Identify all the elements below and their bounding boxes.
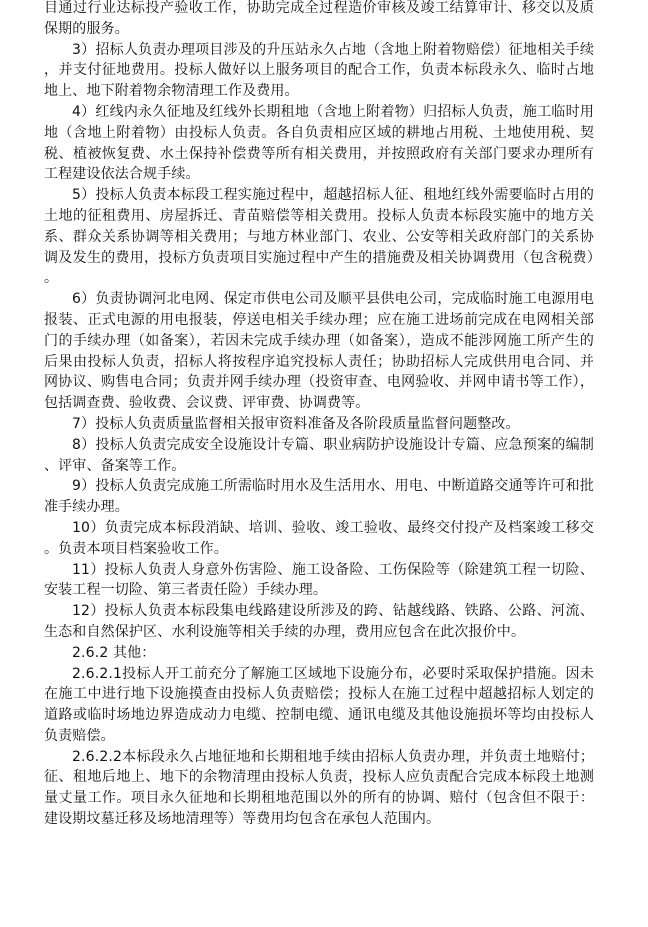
paragraph-item-3: 3）招标人负责办理项目涉及的升压站永久占地（含地上附着物赔偿）征地相关手续，并支付征地费用。投标人做好以上服务项目的配合工作，负责本标段永久、临时占地地上、地下附着物余物清理工作及费用。 [44, 41, 594, 100]
paragraph-item-6: 6）负责协调河北电网、保定市供电公司及顺平县供电公司，完成临时施工电源用电报装、正式电源的用电报装，停送电相关手续办理；应在施工进场前完成在电网相关部门的手续办理（如备案），若因未完成手续办理（如备案），造成不能涉网施工所产生的后果由投标人负责，招标人将按程序追究投标人责任；协助招标人完成供用电合同、并网协议、购售电合同；负责并网手续办理（投资审查、电网验收、并网申请书等工作），包括调查费、验收费、会议费、评审费、协调费等。 [44, 291, 594, 412]
paragraph-item-9: 9）投标人负责完成施工所需临时用水及生活用水、用电、中断道路交通等许可和批准手续办理。 [44, 478, 594, 516]
paragraph-intro-continuation: 目通过行业达标投产验收工作，协助完成全过程造价审核及竣工结算审计、移交以及质保期的服务。 [44, 0, 594, 37]
paragraph-item-12: 12）投标人负责本标段集电线路建设所涉及的跨、钻越线路、铁路、公路、河流、生态和自然保护区、水利设施等相关手续的办理，费用应包含在此次报价中。 [44, 603, 594, 640]
paragraph-item-4: 4）红线内永久征地及红线外长期租地（含地上附着物）归招标人负责，施工临时用地（含地上附着物）由投标人负责。各自负责相应区域的耕地占用税、土地使用税、契税、植被恢复费、水土保持补偿费等所有相关费用，并按照政府有关部门要求办理所有工程建设依法合规手续。 [44, 103, 594, 183]
section-heading-2-6-2: 2.6.2 其他： [72, 644, 156, 661]
paragraph-item-8: 8）投标人负责完成安全设施设计专篇、职业病防护设施设计专篇、应急预案的编制、评审、备案等工作。 [44, 436, 594, 474]
paragraph-item-5: 5）投标人负责本标段工程实施过程中，超越招标人征、租地红线外需要临时占用的土地的征租费用、房屋拆迁、青苗赔偿等相关费用。投标人负责本标段实施中的地方关系、群众关系协调等相关费用；与地方林业部门、农业、公安等相关政府部门的关系协调及发生的费用，投标方负责项目实施过程中产生的措施费及相关协调费用（包含税费）。 [44, 187, 594, 287]
paragraph-item-7: 7）投标人负责质量监督相关报审资料准备及各阶段质量监督问题整改。 [72, 415, 520, 432]
paragraph-2-6-2-1: 2.6.2.1投标人开工前充分了解施工区域地下设施分布，必要时采取保护措施。因未在施工中进行地下设施摸查由投标人负责赔偿；投标人在施工过程中超越招标人划定的道路或临时场地边界造成动力电缆、控制电缆、通讯电缆及其他设施损坏等均由投标人负责赔偿。 [44, 665, 594, 744]
paragraph-2-6-2-2: 2.6.2.2本标段永久占地征地和长期租地手续由招标人负责办理，并负责土地赔付；征、租地后地上、地下的余物清理由投标人负责，投标人应负责配合完成本标段土地测量丈量工作。项目永久征地和长期租地范围以外的所有的协调、赔付（包含但不限于：建设期坟墓迁移及场地清理等）等费用均包含在承包人范围内。 [44, 748, 594, 828]
paragraph-item-11: 11）投标人负责人身意外伤害险、施工设备险、工伤保险等（除建筑工程一切险、安装工程一切险、第三者责任险）手续办理。 [44, 561, 594, 599]
paragraph-item-10: 10）负责完成本标段消缺、培训、验收、竣工验收、最终交付投产及档案竣工移交。负责本项目档案验收工作。 [44, 519, 594, 557]
